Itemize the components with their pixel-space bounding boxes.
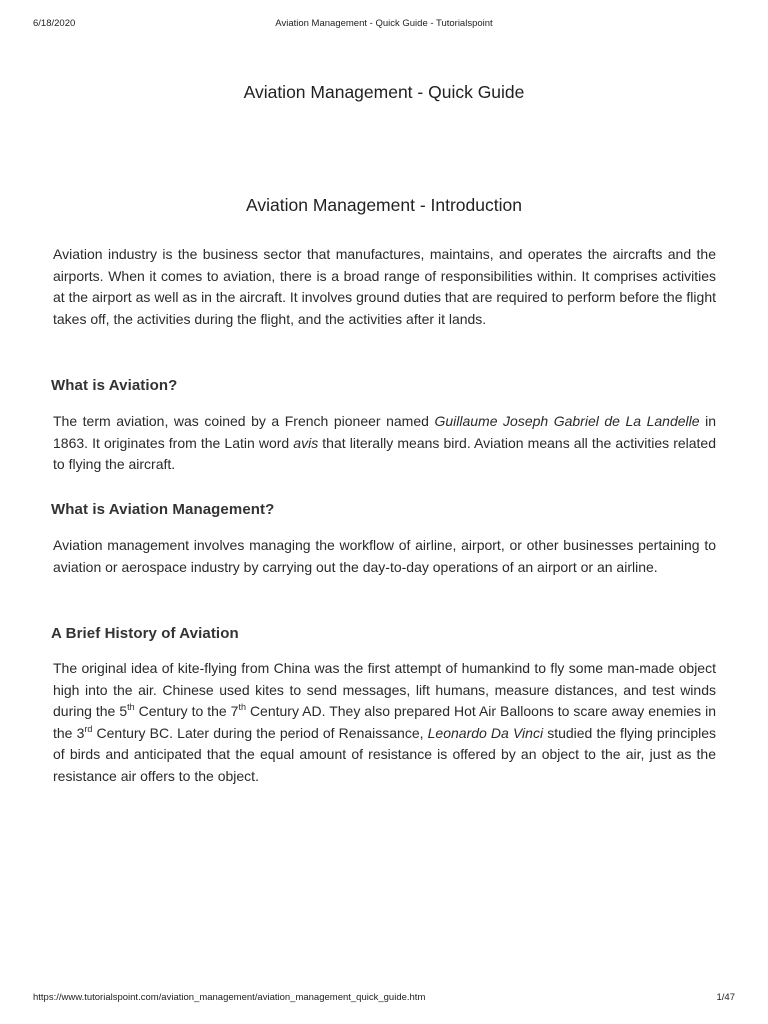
print-url: https://www.tutorialspoint.com/aviation_management/aviation_management_quick_guide.htm [33, 992, 426, 1003]
aviation-text-1: The term aviation, was coined by a French pioneer named [53, 413, 435, 429]
latin-word: avis [293, 434, 319, 451]
print-document-title: Aviation Management - Quick Guide - Tutorialspoint [275, 18, 493, 29]
leonardo-name: Leonardo Da Vinci [427, 724, 544, 741]
heading-what-is-aviation-management: What is Aviation Management? [51, 501, 275, 518]
section-title-introduction: Aviation Management - Introduction [246, 195, 522, 215]
aviation-paragraph [53, 411, 716, 476]
history-text-5: studied the flying principles of birds and anticipated that the equal amount of resistance is offered by an object to the air, just as the resistance air offers to the object. [53, 724, 717, 784]
superscript-th-1: th [127, 702, 135, 712]
page-title: Aviation Management - Quick Guide [243, 82, 525, 102]
heading-brief-history: A Brief History of Aviation [51, 625, 239, 642]
management-paragraph: Aviation management involves managing the workflow of airline, airport, or other businesses pertaining to aviation or aerospace industry by carrying out the day-to-day operations of an airport or an airline. [53, 537, 716, 575]
history-text-1: The original idea of kite-flying from China was the first attempt of humankind to fly some man-made object high into the air. Chinese used kites to send messages, lift humans, measure distances, and test winds during the 5 [53, 660, 716, 719]
aviation-pioneer-name: Guillaume Joseph Gabriel de La Landelle [434, 413, 700, 429]
history-text-4: Century BC. Later during the period of Renaissance, [92, 724, 428, 741]
page-number: 1/47 [716, 992, 735, 1003]
superscript-rd: rd [84, 723, 93, 734]
print-header [0, 18, 768, 32]
heading-what-is-aviation: What is Aviation? [51, 377, 178, 394]
superscript-th-2: th [238, 702, 246, 712]
history-paragraph [53, 658, 716, 787]
history-text-2: Century to the 7 [134, 703, 239, 719]
aviation-text-2: in 1863. It originates from the Latin word [53, 413, 716, 451]
print-date: 6/18/2020 [33, 18, 76, 29]
history-text-3: Century AD. They also prepared Hot Air Balloons to scare away enemies in the 3 [53, 703, 716, 741]
intro-paragraph: Aviation industry is the business sector that manufactures, maintains, and operates the aircrafts and the airports. When it comes to aviation, there is a broad range of responsibilities within. It comprises activities at the airport as well as in the aircraft. It involves ground duties that are required to perform before the flight takes off, the activities during the flight, and the activities after it lands. [53, 246, 716, 327]
aviation-text-3: that literally means bird. Aviation means all the activities related to flying the aircraft. [53, 434, 716, 472]
